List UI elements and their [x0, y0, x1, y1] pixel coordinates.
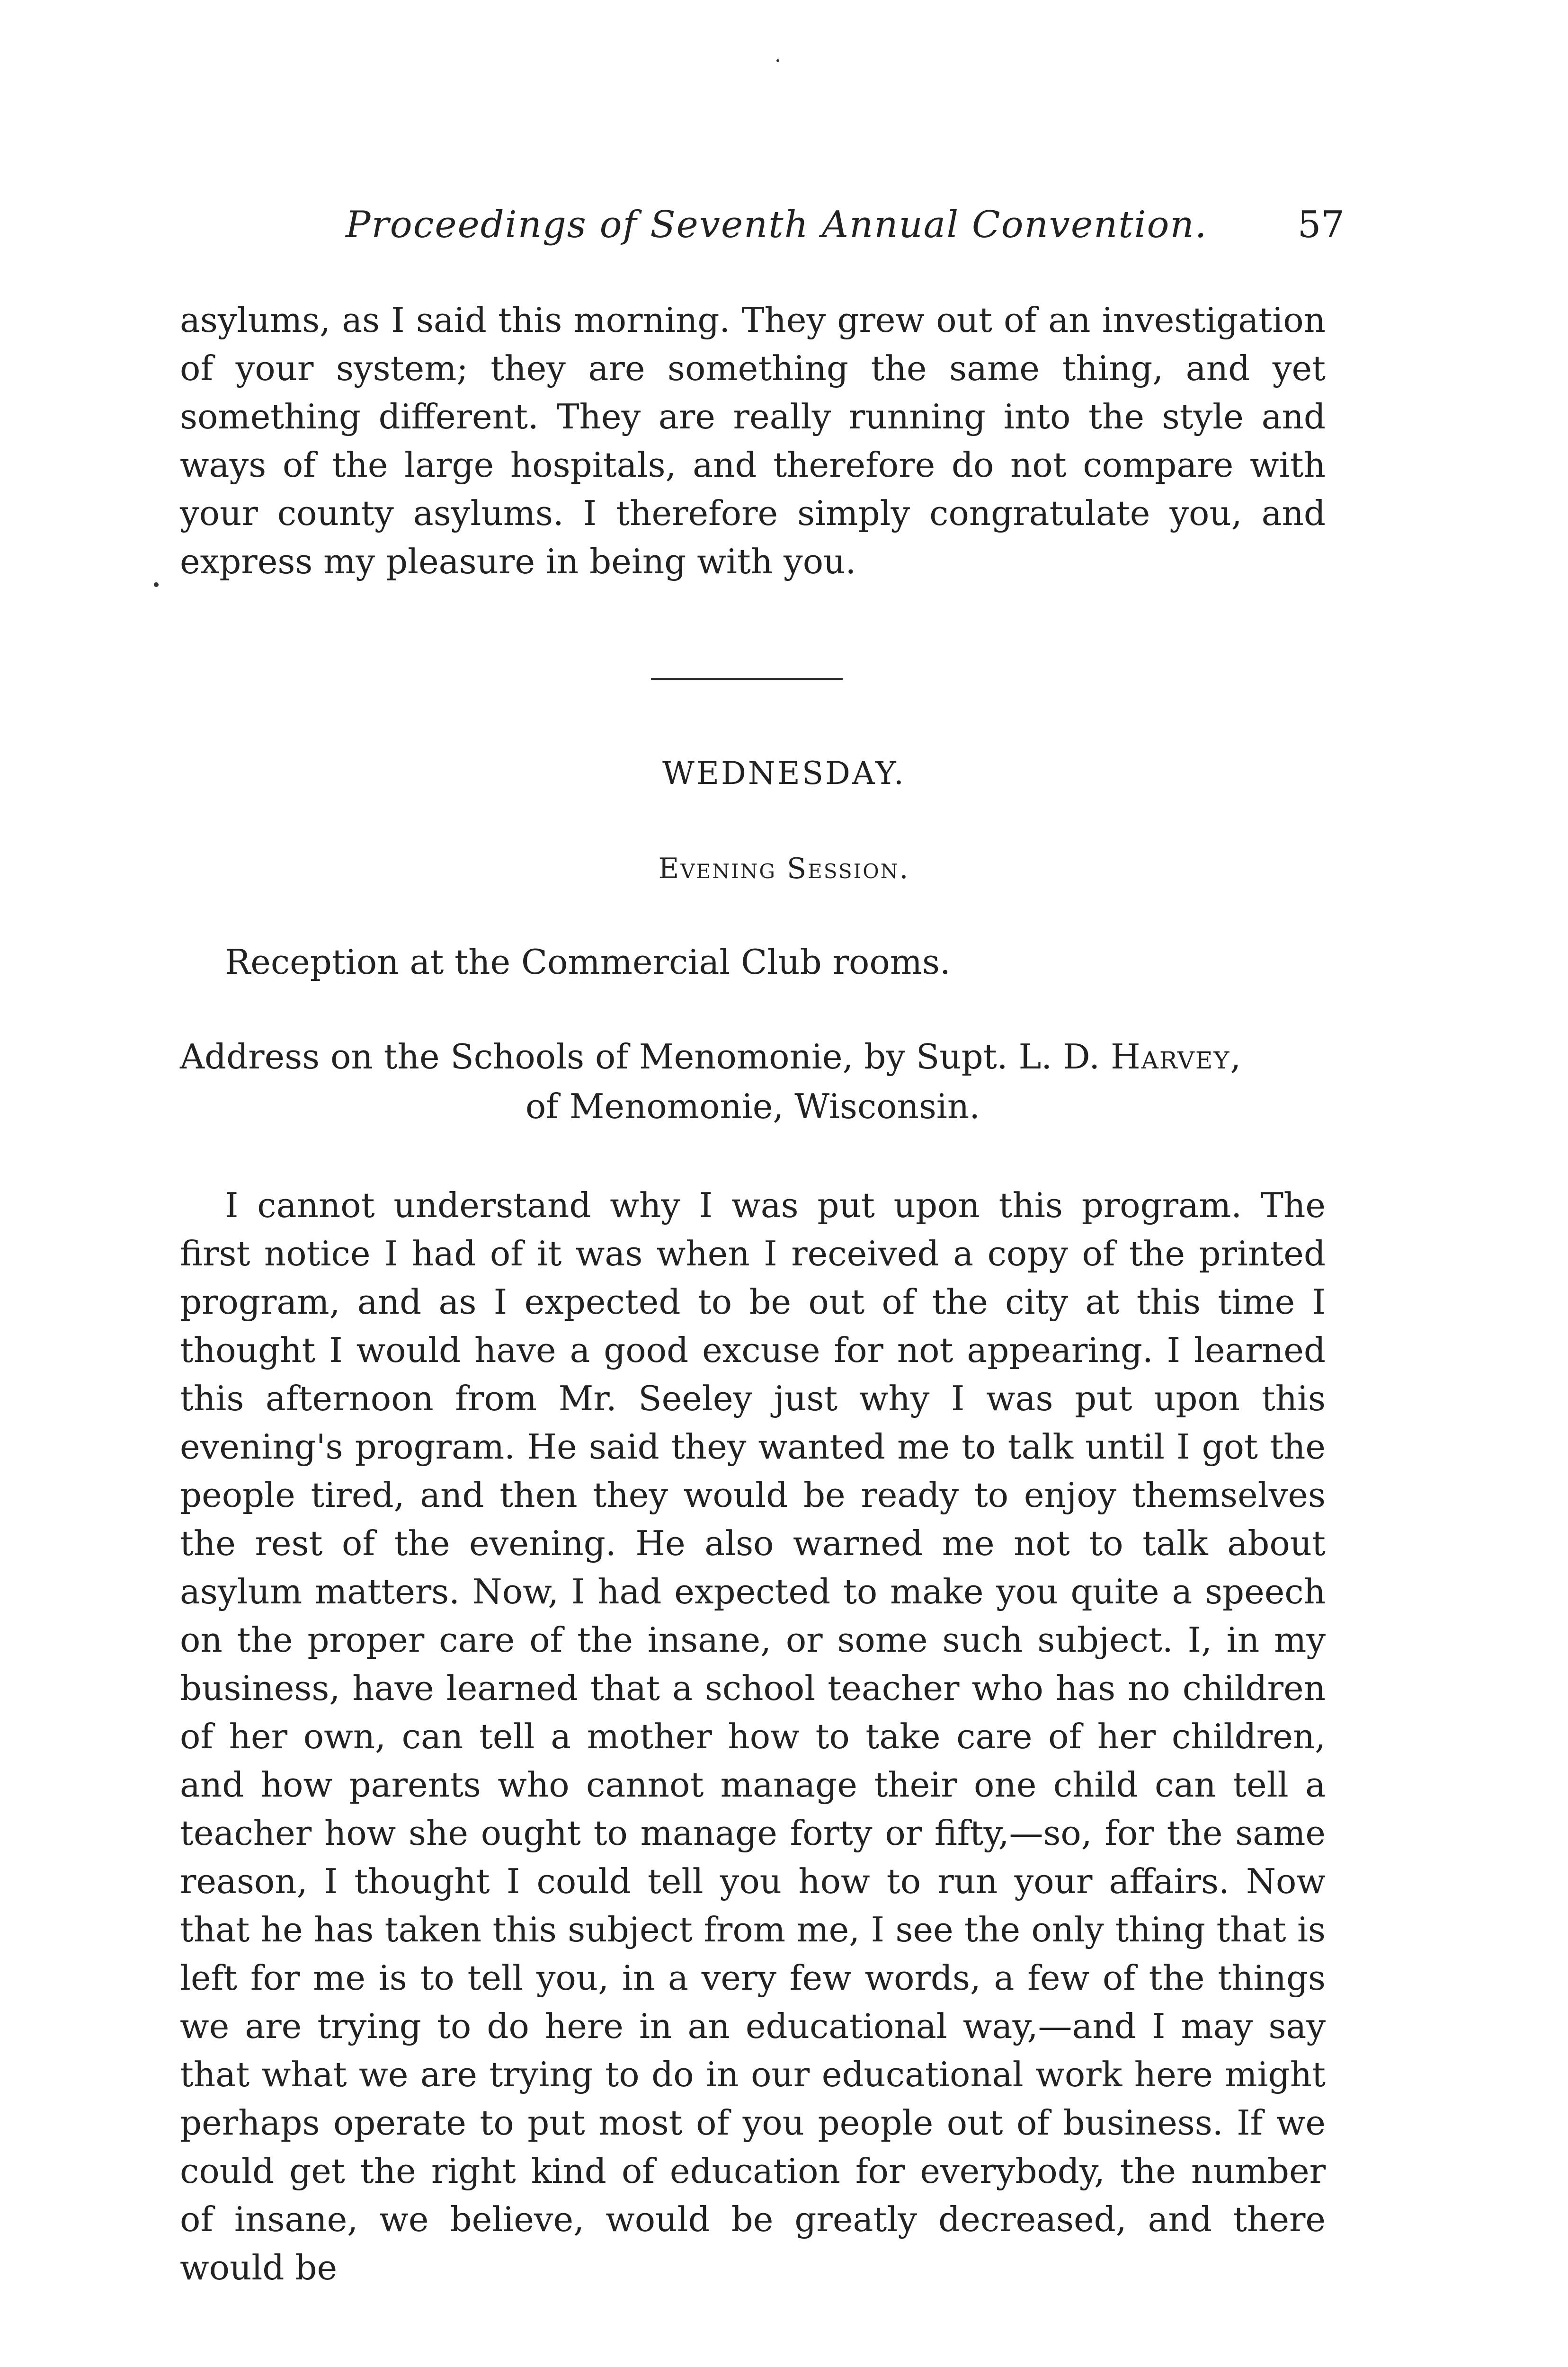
- reception-line: Reception at the Commercial Club rooms.: [225, 942, 951, 982]
- address-prefix: Address on the Schools of Menomonie, by Supt. L. D.: [180, 1037, 1111, 1077]
- opening-paragraph-block: [180, 296, 1326, 586]
- address-title-line-1: [180, 1032, 1326, 1082]
- section-divider-rule: [651, 678, 843, 680]
- running-title: Proceedings of Seventh Annual Convention.: [346, 204, 1208, 246]
- margin-mark: [776, 59, 779, 62]
- page-number: 57: [1297, 204, 1345, 246]
- opening-paragraph: asylums, as I said this morning. They grew out of an investigation of your system; they are something the same thing, and yet something different. They are really running into the style and ways of the large hospitals, and therefore do not compare with your county asylums. I therefore simply congratulate you, and express my pleasure in being with you.: [180, 300, 1326, 581]
- address-suffix: ,: [1230, 1037, 1241, 1077]
- session-heading: Evening Session.: [658, 852, 910, 885]
- address-title-line-2: of Menomonie, Wisconsin.: [525, 1086, 980, 1126]
- margin-mark: [154, 582, 159, 587]
- speech-paragraph-block: [180, 1181, 1326, 2292]
- speaker-name: Harvey: [1110, 1037, 1230, 1077]
- day-heading: WEDNESDAY.: [662, 755, 906, 792]
- speech-paragraph: I cannot understand why I was put upon this program. The first notice I had of it was when I received a copy of the printed program, and as I expected to be out of the city at this time I thought I would have a good excuse for not appearing. I learned this afternoon from Mr. Seeley just why I was put upon this evening's program. He said they wanted me to talk until I got the people tired, and then they would be ready to enjoy themselves the rest of the evening. He also warned me not to talk about asylum matters. Now, I had expected to make you quite a speech on the proper care of the insane, or some such subject. I, in my business, have learned that a school teacher who has no children of her own, can tell a mother how to take care of her children, and how parents who cannot manage their one child can tell a teacher how she ought to manage forty or fifty,—so, for the same reason, I thought I could tell you how to run your affairs. Now that he has taken this subject from me, I see the only thing that is left for me is to tell you, in a very few words, a few of the things we are trying to do here in an educational way,—and I may say that what we are trying to do in our educational work here might perhaps operate to put most of you people out of business. If we could get the right kind of education for everybody, the number of insane, we believe, would be greatly decreased, and there would be: [180, 1185, 1326, 2287]
- address-title: [180, 1032, 1326, 1131]
- running-header: [180, 204, 1345, 256]
